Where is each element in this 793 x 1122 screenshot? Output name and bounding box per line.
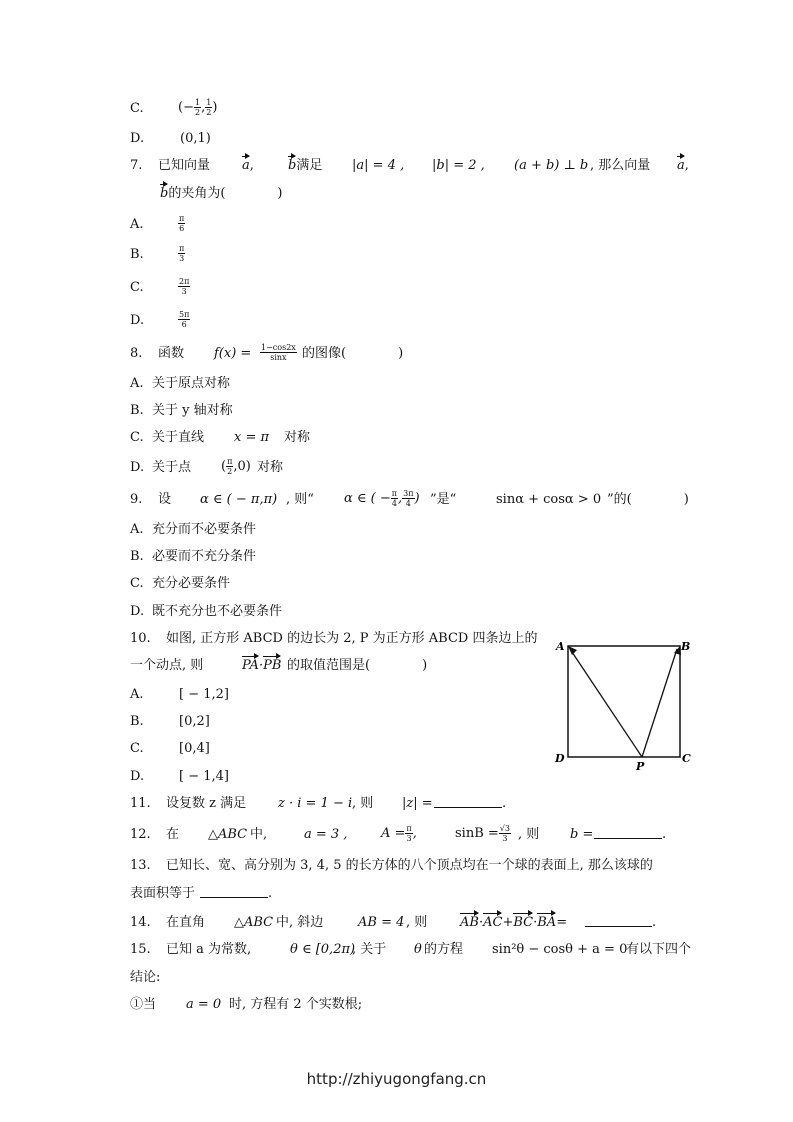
vector-symbol: PA bbox=[242, 658, 259, 673]
vector-symbol: a bbox=[677, 158, 685, 173]
paren: ( bbox=[221, 459, 227, 474]
option-label: D. bbox=[130, 131, 145, 146]
square-abcd bbox=[568, 646, 680, 757]
minus: − bbox=[183, 100, 194, 115]
option-label: A. bbox=[130, 217, 144, 232]
math-variable: θ bbox=[414, 942, 422, 957]
math-interval bbox=[344, 489, 420, 508]
numerator: 1 bbox=[206, 98, 212, 107]
math-tail: ,0) bbox=[233, 459, 251, 474]
numerator: 1 bbox=[194, 98, 201, 107]
option-text: 充分而不必要条件 bbox=[152, 522, 257, 537]
condition-3: (a + b) ⊥ b bbox=[514, 158, 589, 173]
paren: ) bbox=[212, 100, 218, 115]
option-label: D. bbox=[130, 313, 145, 328]
math-expression: b = bbox=[570, 827, 594, 842]
function-name: f(x) = bbox=[214, 346, 252, 361]
fraction bbox=[178, 214, 185, 233]
option-label: A. bbox=[130, 376, 144, 391]
option-math bbox=[221, 457, 251, 476]
stem-text: 的夹角为( ) bbox=[168, 186, 283, 201]
label-c: C bbox=[682, 752, 691, 765]
math-text: A = bbox=[381, 826, 406, 841]
stem-text: 设复数 z 满足 bbox=[166, 796, 247, 811]
stem-text: 已知长、宽、高分别为 3, 4, 5 的长方体的八个顶点均在一个球的表面上, 那么该球的 bbox=[166, 858, 653, 873]
label-a: A bbox=[556, 640, 565, 653]
answer-blank bbox=[594, 826, 662, 839]
denominator: 3 bbox=[179, 254, 185, 263]
footer-url: http://zhiyugongfang.cn bbox=[306, 1070, 487, 1088]
fraction bbox=[178, 244, 185, 263]
option-label: C. bbox=[130, 430, 144, 445]
stem-text: 的取值范围是( ) bbox=[287, 658, 428, 673]
stem-text: 中, 斜边 bbox=[276, 915, 324, 930]
stem-text: 在直角 bbox=[166, 915, 206, 930]
vector-pb bbox=[642, 649, 677, 757]
equals: = bbox=[556, 915, 568, 930]
math-condition bbox=[455, 824, 511, 843]
fraction bbox=[260, 343, 297, 362]
stem-text: 已知向量 bbox=[158, 158, 211, 173]
option-label: B. bbox=[130, 247, 144, 262]
vector-a bbox=[677, 157, 689, 175]
denominator: sinx bbox=[270, 353, 287, 362]
option-label: D. bbox=[130, 460, 145, 475]
math-expression: |z| = bbox=[402, 796, 433, 811]
option-text: 关于点 bbox=[152, 460, 192, 475]
option-math: [ − 1,2] bbox=[179, 687, 229, 702]
option-label: A. bbox=[130, 522, 144, 537]
denominator: 3 bbox=[502, 834, 508, 843]
stem-text: 的图像( ) bbox=[302, 346, 404, 361]
question-number: 15. bbox=[130, 942, 151, 957]
fraction bbox=[499, 824, 511, 843]
arrowhead-a bbox=[568, 646, 577, 655]
stem-text: 如图, 正方形 ABCD 的边长为 2, P 为正方形 ABCD 四条边上的 bbox=[166, 631, 538, 646]
denominator: 2 bbox=[194, 108, 201, 117]
fraction bbox=[405, 824, 412, 843]
option-label: C. bbox=[130, 101, 144, 116]
answer-blank bbox=[200, 885, 268, 898]
period: . bbox=[268, 886, 273, 901]
numerator: π bbox=[179, 244, 185, 253]
comma: , bbox=[684, 158, 689, 173]
option-text: 必要而不充分条件 bbox=[152, 549, 257, 564]
option-text: 对称 bbox=[284, 430, 311, 445]
paren: ) bbox=[414, 491, 420, 506]
numerator: 3π bbox=[403, 489, 414, 498]
math-condition: sinα + cosα > 0 bbox=[496, 492, 602, 507]
option-label: C. bbox=[130, 576, 144, 591]
numerator: 1−cos2x bbox=[261, 343, 296, 352]
stem-text bbox=[160, 185, 282, 203]
triangle: △ABC bbox=[208, 827, 248, 842]
separator: , bbox=[398, 491, 403, 506]
vector-symbol: PB bbox=[263, 658, 282, 673]
answer-blank bbox=[434, 795, 502, 808]
dot: · bbox=[258, 658, 264, 673]
numerator: π bbox=[227, 457, 233, 466]
condition-1: |a| = 4 , bbox=[352, 158, 405, 173]
vector-b bbox=[288, 157, 322, 175]
period: . bbox=[652, 915, 657, 930]
option-text: 对称 bbox=[257, 460, 284, 475]
stem-text: , 则 bbox=[352, 796, 374, 811]
paren: ( bbox=[178, 100, 184, 115]
square-figure bbox=[550, 636, 700, 776]
numerator: π bbox=[179, 214, 185, 223]
vector-symbol: BA bbox=[537, 915, 557, 930]
stem-text: 表面积等于 bbox=[130, 886, 196, 901]
math-text: α ∈ ( − bbox=[344, 491, 391, 506]
denominator: 3 bbox=[406, 834, 412, 843]
math-condition: θ ∈ [0,2π) bbox=[290, 942, 356, 957]
option-text: 充分必要条件 bbox=[152, 576, 231, 591]
denominator: 2 bbox=[206, 108, 212, 117]
stem-text: , 那么向量 bbox=[590, 158, 651, 173]
period: . bbox=[662, 827, 667, 842]
option-label: D. bbox=[130, 604, 145, 619]
vector-expression bbox=[460, 914, 567, 932]
fraction bbox=[194, 98, 201, 117]
option-math: [0,4] bbox=[179, 741, 210, 756]
denominator: 4 bbox=[391, 499, 397, 508]
math-condition: AB = 4 bbox=[358, 915, 405, 930]
vector-a bbox=[242, 157, 254, 175]
denominator: 4 bbox=[405, 499, 411, 508]
math-condition: a = 3 , bbox=[304, 827, 348, 842]
numerator: 5π bbox=[179, 310, 190, 319]
numerator: π bbox=[406, 824, 412, 833]
stem-text: 结论: bbox=[130, 970, 161, 985]
plus: + bbox=[502, 915, 514, 930]
option-math: [0,2] bbox=[179, 714, 210, 729]
math-condition: a = 0 bbox=[186, 997, 222, 1012]
vector-product bbox=[242, 657, 281, 675]
math-condition: α ∈ ( − π,π) bbox=[200, 492, 278, 507]
stem-text: 已知 a 为常数, bbox=[166, 942, 252, 957]
stem-text: , 则“ bbox=[286, 492, 314, 507]
stem-text: ”是“ bbox=[430, 492, 457, 507]
stem-text: , 则 bbox=[406, 915, 428, 930]
denominator: 6 bbox=[179, 224, 185, 233]
option-label: B. bbox=[130, 549, 144, 564]
fraction bbox=[402, 489, 414, 508]
vector-symbol: b bbox=[160, 186, 169, 201]
stem-text: ”的( ) bbox=[607, 492, 689, 507]
math-equation: sin²θ − cosθ + a = 0 bbox=[492, 942, 628, 957]
option-text: 关于原点对称 bbox=[152, 376, 231, 391]
question-number: 11. bbox=[130, 796, 151, 811]
option-label: C. bbox=[130, 280, 144, 295]
answer-blank bbox=[585, 914, 652, 927]
dot: · bbox=[478, 915, 484, 930]
denominator: 6 bbox=[181, 320, 187, 329]
question-number: 9. bbox=[130, 492, 143, 507]
fraction bbox=[178, 277, 190, 296]
vector-symbol: b bbox=[288, 158, 297, 173]
comma: , bbox=[249, 158, 254, 173]
separator: , bbox=[201, 100, 206, 115]
fraction bbox=[178, 310, 190, 329]
option-text: 关于直线 bbox=[152, 430, 205, 445]
question-number: 10. bbox=[130, 631, 151, 646]
question-number: 8. bbox=[130, 346, 143, 361]
dot: · bbox=[533, 915, 538, 930]
option-text: 既不充分也不必要条件 bbox=[152, 604, 283, 619]
question-number: 7. bbox=[130, 158, 143, 173]
stem-text: 函数 bbox=[158, 346, 185, 361]
stem-text: , 关于 bbox=[352, 942, 387, 957]
stem-text: 满足 bbox=[296, 158, 323, 173]
option-label: B. bbox=[130, 714, 144, 729]
question-number: 13. bbox=[130, 858, 151, 873]
numerator: 2π bbox=[179, 277, 190, 286]
stem-text: 一个动点, 则 bbox=[130, 658, 204, 673]
denominator: 3 bbox=[181, 287, 187, 296]
option-math bbox=[178, 98, 217, 117]
stem-text: 时, 方程有 2 个实数根; bbox=[229, 997, 363, 1012]
stem-text: 的方程 bbox=[424, 942, 464, 957]
option-label: D. bbox=[130, 769, 145, 784]
stem-text: 设 bbox=[158, 492, 172, 507]
stem-text: ①当 bbox=[130, 997, 157, 1012]
denominator: 2 bbox=[227, 467, 233, 476]
period: . bbox=[502, 796, 507, 811]
vector-pa bbox=[570, 649, 642, 757]
math-equation: z · i = 1 − i bbox=[278, 796, 353, 811]
stem-text: 在 bbox=[166, 827, 180, 842]
vector-symbol: AB bbox=[460, 915, 479, 930]
question-number: 14. bbox=[130, 915, 151, 930]
fraction bbox=[391, 489, 398, 508]
vector-symbol: BC bbox=[513, 915, 534, 930]
label-p: P bbox=[636, 760, 645, 773]
vector-symbol: a bbox=[242, 158, 250, 173]
comma: , bbox=[412, 826, 417, 841]
vector-symbol: AC bbox=[483, 915, 503, 930]
stem-text: 有以下四个 bbox=[626, 942, 692, 957]
option-math: (0,1) bbox=[180, 131, 211, 146]
numerator: π bbox=[391, 489, 398, 498]
math-condition bbox=[381, 824, 417, 843]
stem-text: , 则 bbox=[518, 827, 540, 842]
condition-2: |b| = 2 , bbox=[432, 158, 485, 173]
option-math: x = π bbox=[234, 430, 270, 445]
option-label: B. bbox=[130, 403, 144, 418]
stem-text: 中, bbox=[250, 827, 268, 842]
option-label: C. bbox=[130, 741, 144, 756]
option-text: 关于 y 轴对称 bbox=[152, 403, 233, 418]
numerator: √3 bbox=[499, 824, 510, 833]
label-b: B bbox=[681, 640, 691, 653]
label-d: D bbox=[555, 752, 565, 765]
question-number: 12. bbox=[130, 827, 151, 842]
triangle: △ABC bbox=[234, 915, 274, 930]
option-label: A. bbox=[130, 687, 144, 702]
math-text: sinB = bbox=[455, 826, 499, 841]
option-math: [ − 1,4] bbox=[179, 769, 229, 784]
